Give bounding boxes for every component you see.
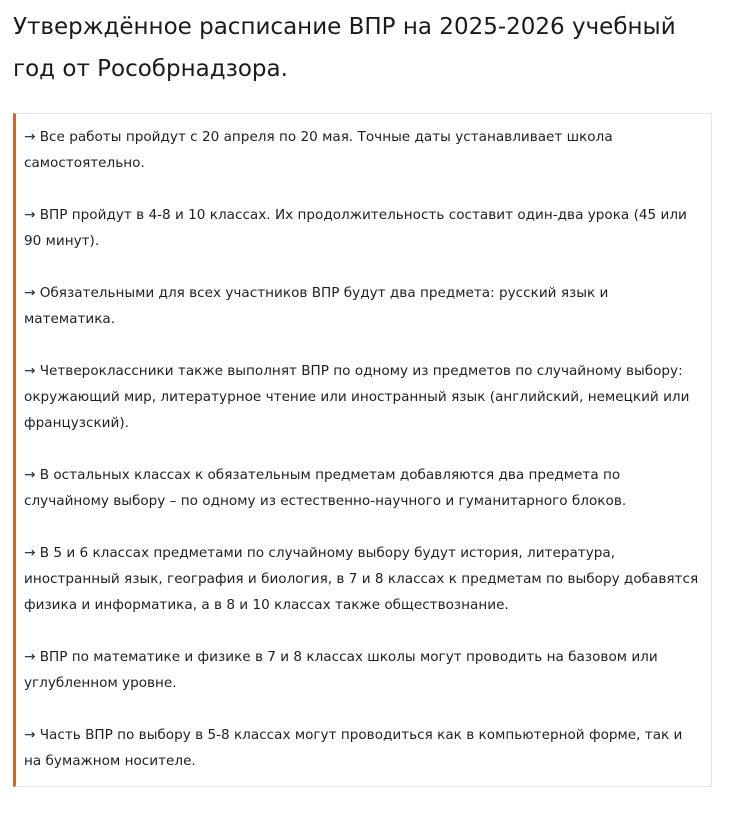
info-callout: [13, 113, 712, 787]
list-item: → Четвероклассники также выполнят ВПР по одному из предметов по случайному выбору: окружающий мир, литературное чтение или иностранный язык (английский, немецкий или французский).: [24, 363, 690, 431]
list-item: → ВПР пройдут в 4-8 и 10 классах. Их продолжительность составит один-два урока (45 или 90 минут).: [24, 207, 687, 249]
list-item: → Обязательными для всех участников ВПР будут два предмета: русский язык и математика.: [24, 285, 609, 327]
page-title: Утверждённое расписание ВПР на 2025-2026 учебный год от Рособрнадзора.: [13, 14, 676, 82]
list-item: → В остальных классах к обязательным предметам добавляются два предмета по случайному выбору – по одному из естественно-научного и гуманитарного блоков.: [24, 467, 627, 509]
list-item: → В 5 и 6 классах предметами по случайному выбору будут история, литература, иностранный язык, география и биология, в 7 и 8 классах к предметам по выбору добавятся физика и информатика, а в 8 и 10 классах также обществознание.: [24, 545, 699, 613]
list-item: → Все работы пройдут с 20 апреля по 20 мая. Точные даты устанавливает школа самостоятельно.: [24, 129, 613, 171]
list-item: → ВПР по математике и физике в 7 и 8 классах школы могут проводить на базовом или углубленном уровне.: [24, 649, 658, 691]
list-item: → Часть ВПР по выбору в 5-8 классах могут проводиться как в компьютерной форме, так и на бумажном носителе.: [24, 727, 683, 769]
